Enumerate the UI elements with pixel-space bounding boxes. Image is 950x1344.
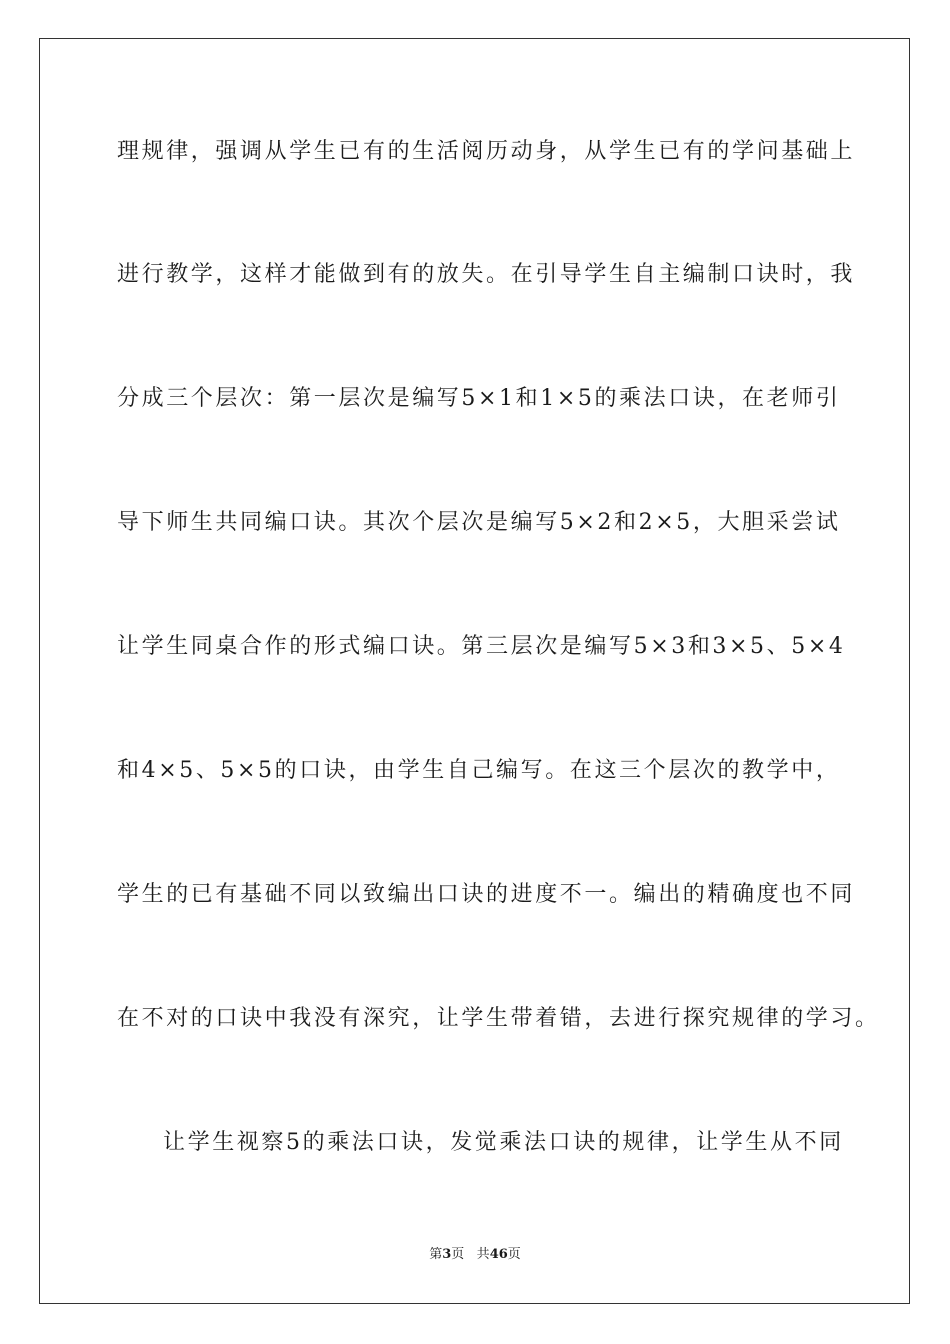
text-line: 分成三个层次：第一层次是编写5×1和1×5的乘法口诀，在老师引 — [117, 386, 841, 411]
page-footer — [0, 1246, 950, 1264]
text-line: 在不对的口诀中我没有深究，让学生带着错，去进行探究规律的学习。 — [117, 1006, 880, 1031]
page-number: 3 — [442, 1247, 452, 1262]
text-line: 进行教学，这样才能做到有的放失。在引导学生自主编制口诀时，我 — [117, 262, 856, 287]
text-line: 和4×5、5×5的口诀，由学生自己编写。在这三个层次的教学中， — [117, 758, 841, 783]
page-border — [39, 38, 910, 1304]
text-line: 理规律，强调从学生已有的生活阅历动身，从学生已有的学问基础上 — [117, 139, 856, 164]
text-line-indented: 让学生视察5的乘法口诀，发觉乘法口诀的规律，让学生从不同 — [163, 1130, 844, 1155]
text-line: 导下师生共同编口诀。其次个层次是编写5×2和2×5，大胆采尝试 — [117, 510, 841, 535]
page-prefix: 第 — [429, 1247, 443, 1262]
total-suffix: 页 — [507, 1247, 521, 1262]
text-line: 让学生同桌合作的形式编口诀。第三层次是编写5×3和3×5、5×4 — [117, 634, 846, 659]
total-pages: 46 — [489, 1247, 508, 1262]
total-prefix: 共 — [476, 1247, 490, 1262]
text-line: 学生的已有基础不同以致编出口诀的进度不一。编出的精确度也不同 — [117, 882, 856, 907]
page-suffix: 页 — [451, 1247, 465, 1262]
